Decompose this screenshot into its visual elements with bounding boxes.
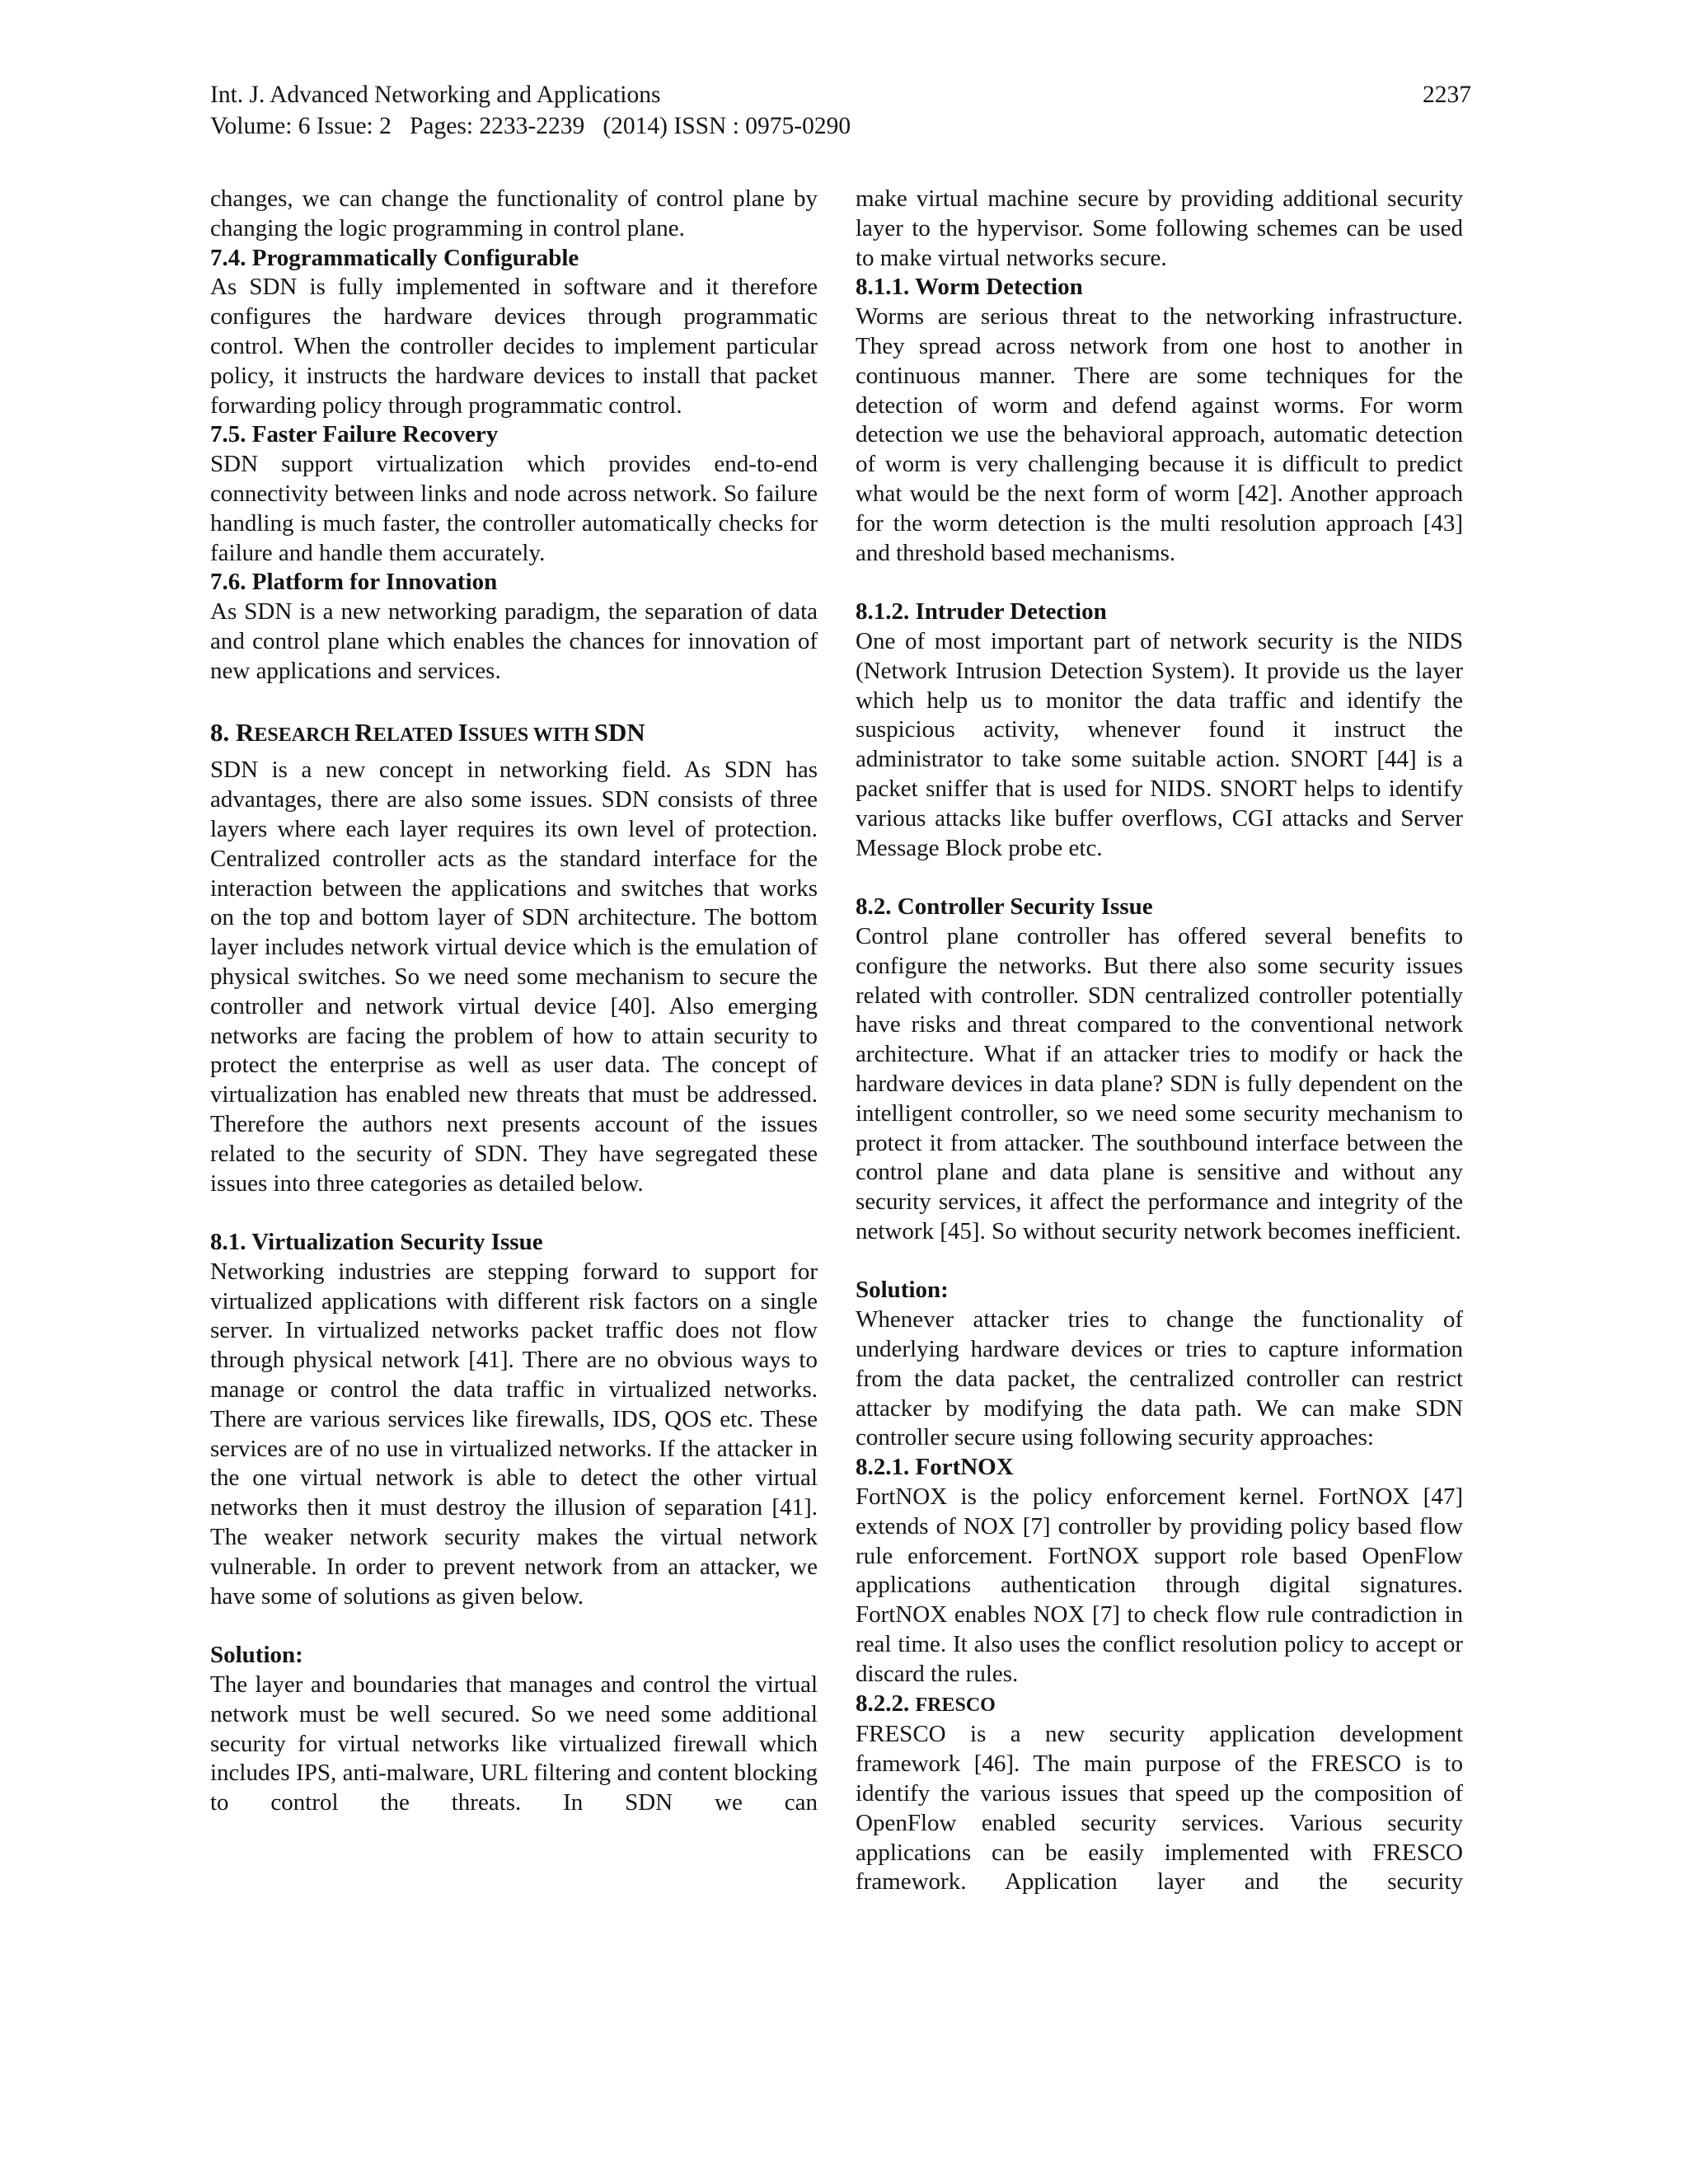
section-8-word3-rest: SSUES WITH — [467, 724, 594, 747]
section-heading-8-1: 8.1. Virtualization Security Issue — [210, 1229, 543, 1256]
section-8-word4: SDN — [593, 718, 645, 748]
spacer — [210, 687, 818, 716]
volume-info: Volume: 6 Issue: 2 Pages: 2233-2239 (2014) ISSN : 0975-0290 — [210, 113, 851, 139]
section-body-8-2-2: FRESCO is a new security application development framework [46]. The main purpose of the FRESCO is to identify the various issues that speed up the composition of OpenFlow enabled security services. Various security applications can be easily implemented with FRESCO framework. Application layer and the security — [856, 1721, 1463, 1896]
right-column — [856, 185, 1463, 1897]
section-body-8: SDN is a new concept in networking field. As SDN has advantages, there are also some issues. SDN consists of three layers where each layer requires its own level of protection. Centralized controller acts as the standard interface for the interaction between the applications and switches that works on the top and bottom layer of SDN architecture. The bottom layer includes network virtual device which is the emulation of physical switches. So we need some mechanism to secure the controller and network virtual device [40]. Also emerging networks are facing the problem of how to attain security to protect the enterprise as well as user data. The concept of virtualization has enabled new threats that must be addressed. Therefore the authors next presents account of the issues related to the security of SDN. They have segregated these issues into three categories as detailed below. — [210, 757, 818, 1197]
section-heading-7-6: 7.6. Platform for Innovation — [210, 569, 498, 596]
section-8-word1-rest: ESEARCH — [254, 724, 355, 747]
section-8-word3-cap: I — [457, 718, 468, 748]
section-8-word2-cap: R — [354, 718, 373, 748]
section-body-8-1-2: One of most important part of network security is the NIDS (Network Intrusion Detection System). It provide us the layer which help us to monitor the data traffic and identify the suspicious activity, whenever found it instruct the administrator to take some suitable action. SNORT [44] is a packet sniffer that is used for NIDS. SNORT helps to identify various attacks like buffer overflows, CGI attacks and Server Message Block probe etc. — [856, 627, 1463, 861]
continuation-paragraph: changes, we can change the functionality of control plane by changing the logic programming in control plane. — [210, 185, 818, 241]
section-body-8-2: Control plane controller has offered several benefits to configure the networks. But there also some security issues related with controller. SDN centralized controller potentially have risks and threat compared to the conventional network architecture. What if an attacker tries to modify or hack the hardware devices in data plane? SDN is fully dependent on the intelligent controller, so we need some security mechanism to protect it from attacker. The southbound interface between the control plane and data plane is sensitive and without any security services, it affect the performance and integrity of the network [45]. So without security network becomes inefficient. — [856, 922, 1463, 1244]
section-heading-7-4: 7.4. Programmatically Configurable — [210, 244, 579, 271]
continuation-paragraph-right: make virtual machine secure by providing additional security layer to the hypervisor. Some following schemes can be used to make virtual networks secure. — [856, 185, 1463, 271]
header-top-row — [210, 79, 1471, 110]
header-volume-row — [210, 110, 1471, 142]
solution-heading-1: Solution: — [210, 1642, 303, 1669]
page-number: 2237 — [1423, 82, 1471, 108]
section-8-word1-cap: R — [236, 718, 255, 748]
section-8-number: 8. — [210, 718, 236, 748]
section-8-2-2-number: 8.2.2. — [856, 1690, 916, 1717]
section-8-2-2-name: FRESCO — [915, 1694, 996, 1716]
section-heading-7-5: 7.5. Faster Failure Recovery — [210, 421, 499, 448]
section-body-7-6: As SDN is a new networking paradigm, the separation of data and control plane which enables the chances for innovation of new applications and services. — [210, 598, 818, 684]
solution-body-1: The layer and boundaries that manages and control the virtual network must be well secured. So we need some additional security for virtual networks like virtualized firewall which includes IPS, anti-malware, URL filtering and content blocking to control the threats. In SDN we can — [210, 1671, 818, 1816]
spacer — [856, 568, 1463, 598]
spacer — [210, 1611, 818, 1641]
spacer — [856, 1247, 1463, 1277]
section-heading-8-1-2: 8.1.2. Intruder Detection — [856, 598, 1107, 626]
section-title-8 — [210, 715, 818, 752]
solution-heading-2: Solution: — [856, 1277, 949, 1304]
section-body-8-1: Networking industries are stepping forward to support for virtualized applications with different risk factors on a single server. In virtualized networks packet traffic does not flow through physical network [41]. There are no obvious ways to manage or control the data traffic in virtualized networks. There are various services like firewalls, IDS, QOS etc. These services are of no use in virtualized networks. If the attacker in the one virtual network is able to detect the other virtual networks then it must destroy the illusion of separation [41]. The weaker network security makes the virtual network vulnerable. In order to prevent network from an attacker, we have some of solutions as given below. — [210, 1258, 818, 1610]
section-heading-8-2-1: 8.2.1. FortNOX — [856, 1454, 1014, 1481]
section-body-7-4: As SDN is fully implemented in software and it therefore configures the hardware devices through programmatic control. When the controller decides to implement particular policy, it instructs the hardware devices to install that packet forwarding policy through programmatic control. — [210, 274, 818, 419]
section-heading-8-1-1: 8.1.1. Worm Detection — [856, 274, 1083, 301]
spacer — [856, 863, 1463, 893]
solution-body-2: Whenever attacker tries to change the functionality of underlying hardware devices or tries to capture information from the data packet, the centralized controller can restrict attacker by modifying the data path. We can make SDN controller secure using following security approaches: — [856, 1306, 1463, 1451]
section-body-7-5: SDN support virtualization which provides end-to-end connectivity between links and node across network. So failure handling is much faster, the controller automatically checks for failure and handle them accurately. — [210, 451, 818, 566]
section-8-word2-rest: ELATED — [373, 724, 458, 747]
journal-name: Int. J. Advanced Networking and Applications — [210, 82, 661, 108]
section-body-8-2-1: FortNOX is the policy enforcement kernel. FortNOX [47] extends of NOX [7] controller by providing policy based flow rule enforcement. FortNOX support role based OpenFlow applications authentication through digital signatures. FortNOX enables NOX [7] to check flow rule contradiction in real time. It also uses the conflict resolution policy to accept or discard the rules. — [856, 1483, 1463, 1687]
section-body-8-1-1: Worms are serious threat to the networking infrastructure. They spread across network from one host to another in continuous manner. There are some techniques for the detection of worm and defend against worms. For worm detection we use the behavioral approach, automatic detection of worm is very challenging because it is difficult to predict what would be the next form of worm [42]. Another approach for the worm detection is the multi resolution approach [43] and threshold based mechanisms. — [856, 303, 1463, 566]
section-heading-8-2-2 — [856, 1690, 1463, 1721]
left-column — [210, 185, 818, 1818]
running-header — [210, 79, 1471, 142]
spacer — [210, 1198, 818, 1228]
section-heading-8-2: 8.2. Controller Security Issue — [856, 893, 1153, 921]
